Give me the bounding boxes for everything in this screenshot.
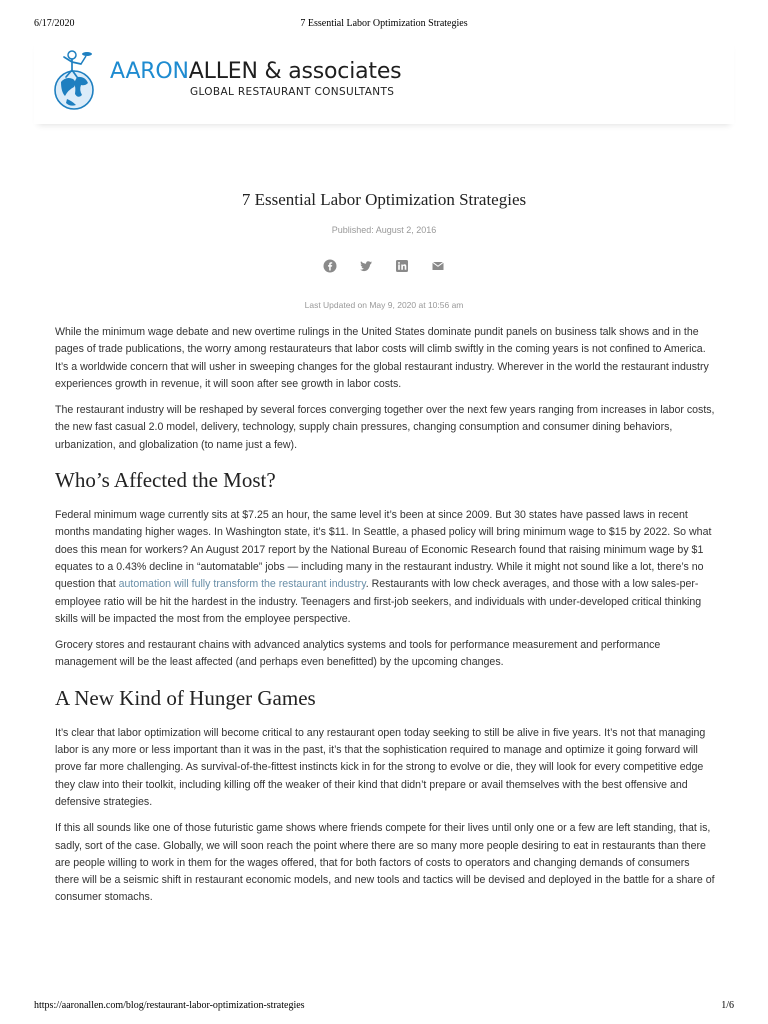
print-date: 6/17/2020 — [34, 18, 75, 29]
paragraph: While the minimum wage debate and new overtime rulings in the United States dominate pundit panels on business talk shows and in the pages of trade publications, the worry among restaurateurs that labor costs will climb swiftly in the coming years is not confined to America. It’s a worldwide concern that will usher in sweeping changes for the global restaurant industry. Wherever in the world the restaurant industry experiences growth in revenue, it will soon after see growth in labor costs. — [55, 326, 709, 390]
paragraph: Grocery stores and restaurant chains with advanced analytics systems and tools for performance measurement and performance management will be the least affected (and perhaps even benefitted) by the upcoming changes. — [55, 639, 661, 669]
paragraph-text: . Restaurants with low check averages, and those with a low sales-per-employee ratio will be hit the hardest in the industry. Teenagers and first-job seekers, and individuals with under-developed critical thinking skills will be impacted the most from the employee perspective. — [55, 578, 702, 625]
paragraph: The restaurant industry will be reshaped by several forces converging together over the next few years ranging from increases in labor costs, the new fast casual 2.0 model, delivery, technology, supply chain pressures, changing consumption and consumer dining behaviors, urbanization, and globalization (to name just a few). — [55, 404, 715, 451]
published-date: Published: August 2, 2016 — [331, 225, 437, 235]
article-title: 7 Essential Labor Optimization Strategies — [241, 190, 527, 209]
article-body — [55, 324, 715, 916]
globe-logo-icon[interactable] — [50, 44, 100, 114]
twitter-icon[interactable] — [359, 259, 373, 273]
section-heading: Who’s Affected the Most? — [55, 468, 276, 493]
brand-name[interactable] — [110, 60, 401, 84]
paragraph: It’s clear that labor optimization will become critical to any restaurant open today seeking to still be alive in five years. It’s not that managing labor is any more or less important than it was in the past, it’s that the sophistication required to manage and optimize it going forward will prove far more challenging. As survival-of-the-fittest instincts kick in for the strong to evolve or die, they will look for every competitive edge they claw into their toolkit, including killing off the weaker of their kind that didn’t prepare or avail themselves with the best offensive and defensive strategies. — [55, 726, 706, 808]
print-footer — [34, 1000, 734, 1014]
facebook-icon[interactable] — [323, 259, 337, 273]
share-bar — [0, 259, 768, 273]
print-url: https://aaronallen.com/blog/restaurant-labor-optimization-strategies — [34, 1000, 305, 1011]
linkedin-icon[interactable] — [395, 259, 409, 273]
brand-tagline: GLOBAL RESTAURANT CONSULTANTS — [190, 86, 395, 98]
page-divider — [34, 988, 734, 994]
email-icon[interactable] — [431, 259, 445, 273]
automation-article-link[interactable]: automation will fully transform the restaurant industry — [118, 578, 366, 591]
brand-name-part2: ALLEN & associates — [188, 59, 402, 84]
paragraph — [55, 507, 715, 628]
paragraph: If this all sounds like one of those futuristic game shows where friends compete for their lives until only one or a few are left standing, that is, sadly, sort of the case. Globally, we will soon reach the point where there are so many more people desiring to eat in restaurants than there are people willing to work in them for the wages offered, that for both factors of costs to operators and changing demands of consumers there will be a seismic shift in restaurant economic models, and new tools and tactics will be devised and deployed in the battle for a share of consumer stomachs. — [55, 822, 715, 904]
print-title: 7 Essential Labor Optimization Strategies — [300, 18, 468, 29]
last-updated: Last Updated on May 9, 2020 at 10:56 am — [304, 300, 464, 310]
site-header — [34, 38, 734, 124]
section-heading: A New Kind of Hunger Games — [55, 685, 316, 710]
brand-name-part1: AARON — [110, 59, 189, 84]
print-header — [34, 18, 734, 32]
page-number: 1/6 — [721, 1000, 734, 1011]
paragraph-text: Federal minimum wage currently sits at $7.25 an hour, the same level it’s been at since 2009. But 30 states have passed laws in recent months mandating higher wages. In Washington state, it’s $11. In Seattle, a phased policy will bring minimum wage to $15 by 2022. So what does this mean for workers? An August 2017 report by the National Bureau of Economic Research found that raising minimum wage by $1 equates to a 0.43% decline in “automatable” jobs — including many in the restaurant industry. While it might not sound like a lot, there’s no question that — [55, 509, 712, 591]
